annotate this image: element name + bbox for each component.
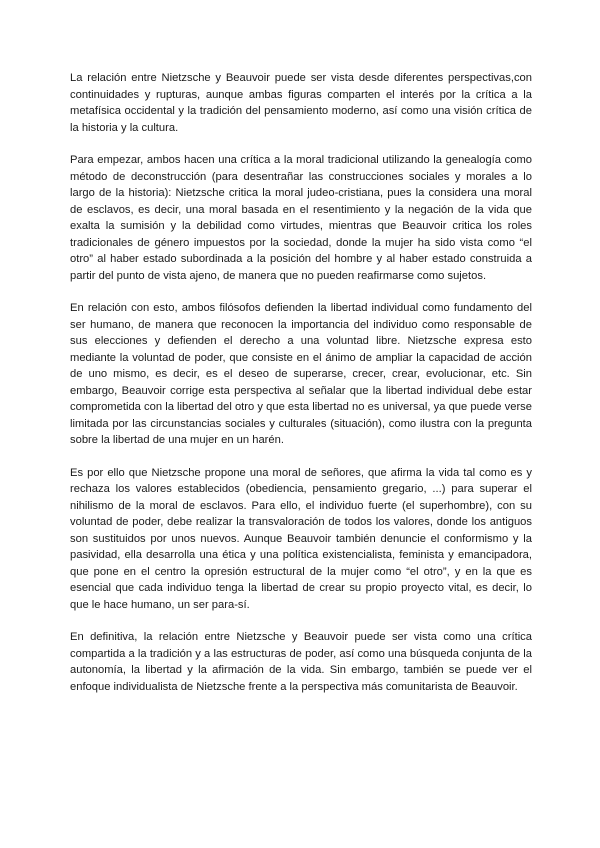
paragraph-master-morality: Es por ello que Nietzsche propone una moral de señores, que afirma la vida tal como es y rechaza los valores establecidos (obediencia, pensamiento gregario, ...) para superar el nihilismo de la moral de esclavos. Para ello, el individuo fuerte (el superhombre), con su voluntad de poder, debe realizar la transvaloración de todos los valores, donde los antiguos son sustituidos por unos nuevos. Aunque Beauvoir también denuncie el conformismo y la pasividad, ella desarrolla una ética y una política existencialista, feminista y emancipadora, que pone en el centro la opresión estructural de la mujer como “el otro”, y en la que es esencial que cada individuo tenga la libertad de crear su propio proyecto vital, es decir, lo que le hace humano, un ser para-sí. xyxy=(70,466,532,611)
paragraph-moral-critique: Para empezar, ambos hacen una crítica a la moral tradicional utilizando la genealogía como método de deconstrucción (para desentrañar las construcciones sociales y morales a lo largo de la historia): Nietzsche critica la moral judeo-cristiana, pues la considera una moral de esclavos, es decir, una moral basada en el resentimiento y la negación de la vida que exalta la sumisión y la debilidad como virtudes, mientras que Beauvoir critica los roles tradicionales de género impuestos por la sociedad, donde la mujer ha sido vista como “el otro” al haber estado subordinada a la posición del hombre y al haber estado construida a partir del punto de vista ajeno, de manera que no pueden reafirmarse como sujetos. xyxy=(70,154,532,282)
document-body xyxy=(70,70,532,711)
paragraph-conclusion: En definitiva, la relación entre Nietzsche y Beauvoir puede ser vista como una crítica compartida a la tradición y a las estructuras de poder, así como una búsqueda conjunta de la autonomía, la libertad y la afirmación de la vida. Sin embargo, también se puede ver el enfoque individualista de Nietzsche frente a la perspectiva más comunitarista de Beauvoir. xyxy=(70,631,532,693)
paragraph-intro: La relación entre Nietzsche y Beauvoir puede ser vista desde diferentes perspectivas,con continuidades y rupturas, aunque ambas figuras comparten el interés por la crítica a la metafísica occidental y la tradición del pensamiento moderno, así como una visión crítica de la historia y la cultura. xyxy=(70,72,532,134)
paragraph-individual-freedom: En relación con esto, ambos filósofos defienden la libertad individual como fundamento del ser humano, de manera que reconocen la importancia del individuo como responsable de sus elecciones y defienden el derecho a una voluntad libre. Nietzsche expresa esto mediante la voluntad de poder, que consiste en el ánimo de ampliar la capacidad de acción de uno mismo, es decir, es el deseo de superarse, crecer, crear, evolucionar, etc. Sin embargo, Beauvoir corrige esta perspectiva al señalar que la libertad individual debe estar comprometida con la libertad del otro y que esta libertad no es universal, ya que puede verse limitada por las circunstancias sociales y culturales (situación), como ilustra con la pregunta sobre la libertad de una mujer en un harén. xyxy=(70,302,532,446)
